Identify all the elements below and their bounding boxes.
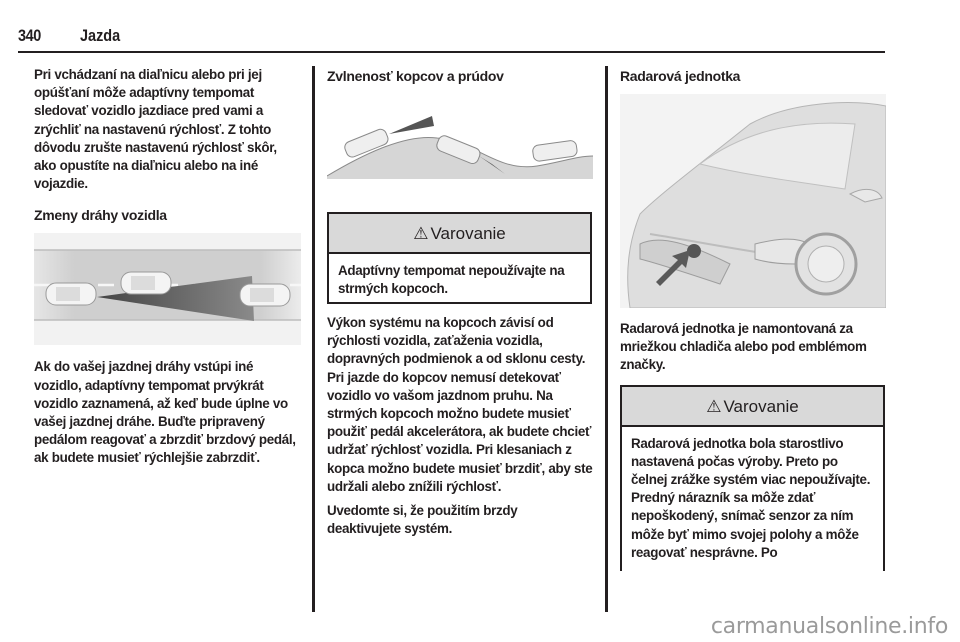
section-title-hills: Zvlnenosť kopcov a prúdov	[327, 68, 504, 84]
watermark: carmanualsonline.info	[710, 614, 948, 639]
warning-text: Radarová jednotka bola starostlivo nastavená počas výroby. Preto po čelnej zrážke systém viac nepoužívajte. Predný nárazník sa môže zdať nepoškodený, snímač senzor za ním môže byť mimo svojej polohy a môže reagovať nesprávne. Po	[631, 435, 871, 560]
figure-radar-unit	[620, 94, 886, 308]
right-column	[620, 58, 886, 571]
column-divider-2	[605, 66, 608, 612]
warning-title: Varovanie	[430, 224, 506, 243]
warning-header	[622, 387, 883, 427]
warning-triangle-icon: ⚠	[706, 396, 722, 416]
section-title-radar: Radarová jednotka	[620, 68, 741, 84]
lane-change-paragraph: Ak do vašej jazdnej dráhy vstúpi iné vozidlo, adaptívny tempomat prvýkrát vozidlo zaznamená, až keď bude úplne vo vašej jazdnej dráhe. Buďte pripravený pedálom reagovať a zbrzdiť brzdový pedál, ak budete musieť rýchlejšie zabrzdiť.	[34, 359, 296, 466]
left-column	[34, 58, 302, 468]
radar-unit-illustration	[620, 94, 886, 308]
radar-paragraph: Radarová jednotka je namontovaná za mriežkou chladiča alebo pod emblémom značky.	[620, 321, 867, 373]
lane-change-illustration	[34, 233, 301, 345]
hills-paragraph-2: Uvedomte si, že použitím brzdy deaktivujete systém.	[327, 503, 518, 537]
figure-lane-change	[34, 233, 301, 345]
warning-text: Adaptívny tempomat nepoužívajte na strmých kopcoch.	[338, 263, 565, 297]
section-title-lane-change: Zmeny dráhy vozidla	[34, 207, 167, 224]
column-divider-1	[312, 66, 315, 612]
warning-header	[329, 214, 590, 254]
page-header	[18, 0, 885, 53]
hills-paragraph-1: Výkon systému na kopcoch závisí od rýchlosti vozidla, zaťaženia vozidla, dopravných podmienok a od sklonu cesty. Pri jazde do kopcov nemusí detekovať vozidlo vo vašom jazdnom pruhu. Na strmých kopcoch možno budete musieť použiť pedál akcelerátora, ak budete chcieť udržať rýchlosť vozidla. Pri klesaniach z kopca možno budete musieť brzdiť, aby ste udržali alebo znížili rýchlosť.	[327, 315, 593, 494]
page-number: 340	[18, 26, 41, 45]
warning-title: Varovanie	[723, 396, 799, 416]
middle-column	[327, 58, 593, 538]
warning-box-radar	[620, 385, 885, 571]
figure-hills	[327, 94, 593, 201]
chapter-title: Jazda	[80, 26, 121, 45]
warning-box-hills	[327, 212, 592, 304]
intro-paragraph: Pri vchádzaní na diaľnicu alebo pri jej opúšťaní môže adaptívny tempomat sledovať vozidlo jazdiace pred vami a zrýchliť na nastavenú rýchlosť. Z tohto dôvodu zrušte nastavenú rýchlosť skôr, ako opustíte na diaľnicu alebo na iné vojazdie.	[34, 67, 277, 192]
hills-illustration	[327, 94, 593, 201]
warning-triangle-icon: ⚠	[413, 224, 429, 243]
